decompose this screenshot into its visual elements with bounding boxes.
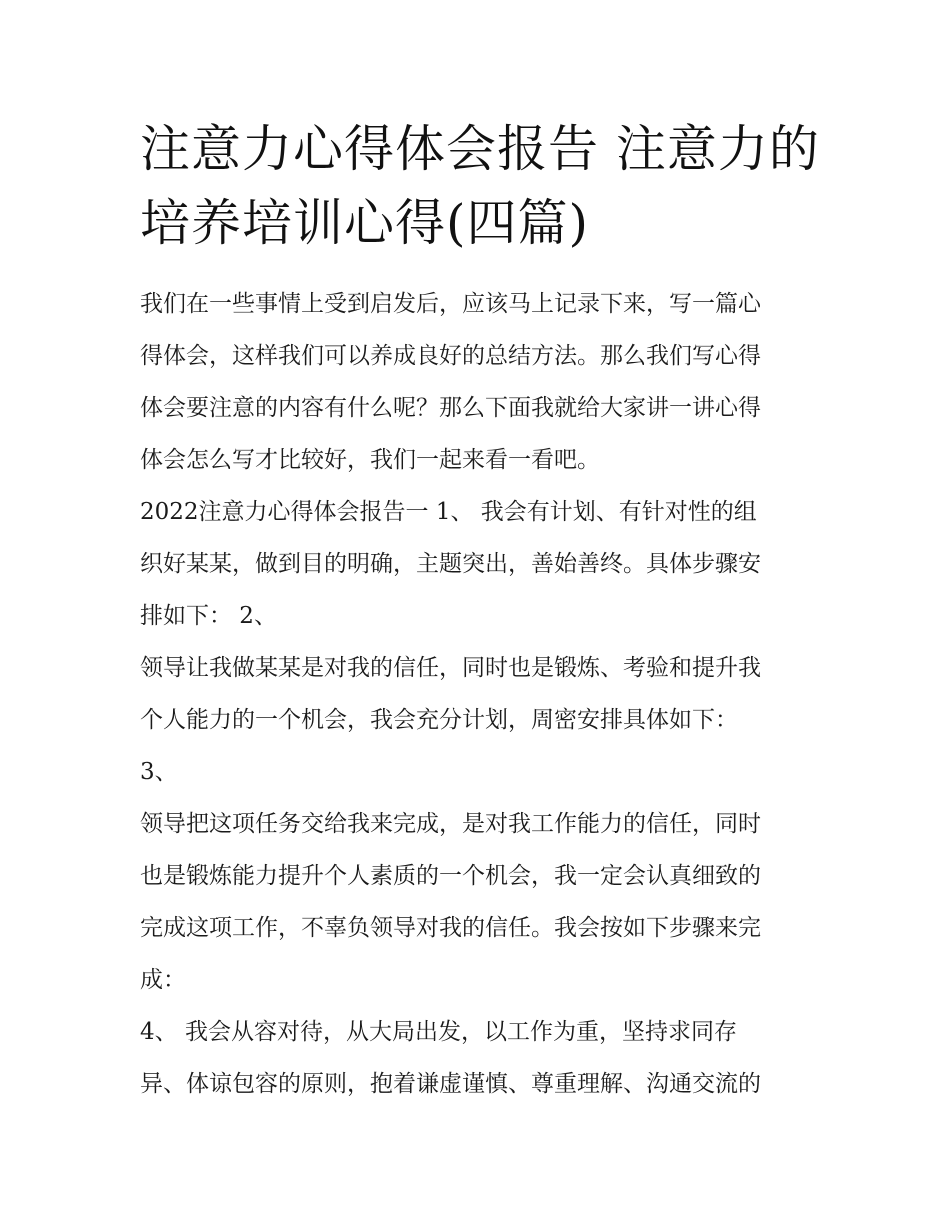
text-line: 2022注意力心得体会报告一 1、 我会有计划、有针对性的组	[140, 499, 757, 525]
text-line: 领导把这项任务交给我来完成，是对我工作能力的信任，同时	[140, 811, 761, 837]
title-line: 培养培训心得(四篇)	[140, 194, 590, 252]
text-line: 4、 我会从容对待，从大局出发，以工作为重，坚持求同存	[140, 1019, 737, 1045]
text-line: 个人能力的一个机会，我会充分计划，周密安排具体如下：	[140, 707, 738, 733]
text-line: 得体会，这样我们可以养成良好的总结方法。那么我们写心得	[140, 343, 761, 369]
text-line: 完成这项工作，不辜负领导对我的信任。我会按如下步骤来完	[140, 915, 761, 941]
text-line: 领导让我做某某是对我的信任，同时也是锻炼、考验和提升我	[140, 655, 761, 681]
section-paragraph	[140, 642, 830, 798]
document-body	[140, 112, 830, 1110]
text-line: 排如下： 2、	[140, 603, 277, 629]
text-line: 3、	[140, 759, 178, 785]
text-line: 异、体谅包容的原则，抱着谦虚谨慎、尊重理解、沟通交流的	[140, 1071, 761, 1097]
section-paragraph	[140, 1006, 830, 1110]
intro-paragraph	[140, 278, 830, 486]
text-line: 成：	[140, 967, 186, 993]
title-line: 注意力心得体会报告 注意力的	[140, 120, 820, 178]
document-title	[140, 112, 830, 260]
text-line: 我们在一些事情上受到启发后，应该马上记录下来，写一篇心	[140, 291, 761, 317]
section-paragraph	[140, 798, 830, 1006]
section-paragraph	[140, 486, 830, 642]
text-line: 织好某某，做到目的明确，主题突出，善始善终。具体步骤安	[140, 551, 761, 577]
text-line: 体会要注意的内容有什么呢？那么下面我就给大家讲一讲心得	[140, 395, 761, 421]
text-line: 体会怎么写才比较好，我们一起来看一看吧。	[140, 447, 600, 473]
text-line: 也是锻炼能力提升个人素质的一个机会，我一定会认真细致的	[140, 863, 761, 889]
